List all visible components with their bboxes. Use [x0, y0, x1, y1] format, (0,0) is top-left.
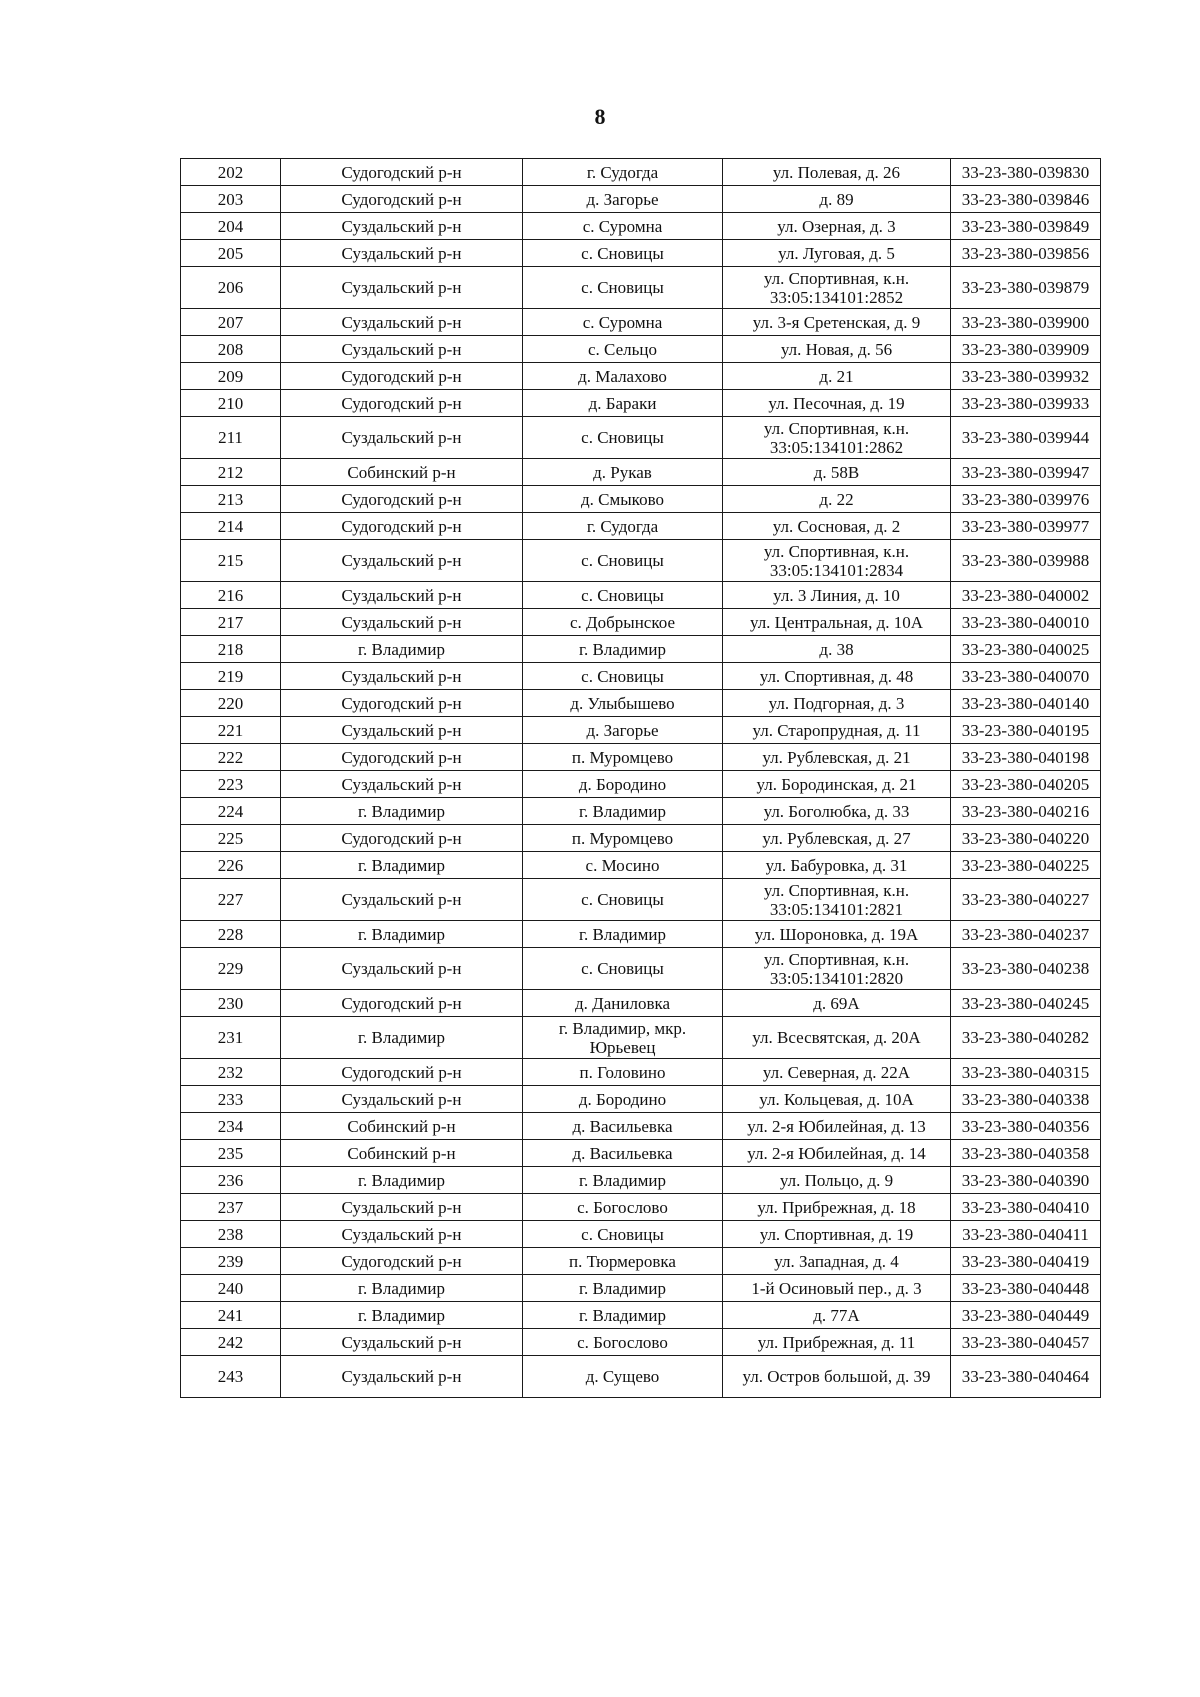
district-cell: г. Владимир [281, 798, 523, 825]
settlement-cell: п. Головино [523, 1059, 723, 1086]
settlement-cell: с. Сновицы [523, 240, 723, 267]
cadastral-id-cell: 33-23-380-039879 [951, 267, 1101, 309]
table-row [181, 744, 1101, 771]
settlement-cell: г. Владимир, мкр. Юрьевец [523, 1017, 723, 1059]
district-cell: Суздальский р-н [281, 1221, 523, 1248]
address-cell: ул. Спортивная, к.н. 33:05:134101:2821 [723, 879, 951, 921]
settlement-cell: с. Богослово [523, 1329, 723, 1356]
table-row [181, 852, 1101, 879]
address-cell: д. 38 [723, 636, 951, 663]
row-number-cell: 204 [181, 213, 281, 240]
settlement-cell: д. Загорье [523, 717, 723, 744]
address-cell: ул. Спортивная, к.н. 33:05:134101:2820 [723, 948, 951, 990]
table-row [181, 513, 1101, 540]
row-number-cell: 203 [181, 186, 281, 213]
row-number-cell: 234 [181, 1113, 281, 1140]
row-number-cell: 215 [181, 540, 281, 582]
address-cell: ул. Подгорная, д. 3 [723, 690, 951, 717]
address-cell: ул. Луговая, д. 5 [723, 240, 951, 267]
cadastral-id-cell: 33-23-380-039846 [951, 186, 1101, 213]
row-number-cell: 231 [181, 1017, 281, 1059]
address-cell: ул. Озерная, д. 3 [723, 213, 951, 240]
settlement-cell: с. Сновицы [523, 540, 723, 582]
table-row [181, 390, 1101, 417]
settlement-cell: г. Владимир [523, 1275, 723, 1302]
cadastral-id-cell: 33-23-380-040449 [951, 1302, 1101, 1329]
cadastral-id-cell: 33-23-380-039988 [951, 540, 1101, 582]
district-cell: Судогодский р-н [281, 363, 523, 390]
table-row [181, 609, 1101, 636]
row-number-cell: 214 [181, 513, 281, 540]
cadastral-id-cell: 33-23-380-039849 [951, 213, 1101, 240]
district-cell: Судогодский р-н [281, 825, 523, 852]
settlement-cell: г. Владимир [523, 921, 723, 948]
district-cell: г. Владимир [281, 1167, 523, 1194]
address-cell: ул. Спортивная, к.н. 33:05:134101:2852 [723, 267, 951, 309]
cadastral-id-cell: 33-23-380-040410 [951, 1194, 1101, 1221]
district-cell: Суздальский р-н [281, 417, 523, 459]
address-cell: ул. Бабуровка, д. 31 [723, 852, 951, 879]
district-cell: Суздальский р-н [281, 336, 523, 363]
table-row [181, 1140, 1101, 1167]
district-cell: Суздальский р-н [281, 540, 523, 582]
cadastral-id-cell: 33-23-380-040225 [951, 852, 1101, 879]
cadastral-id-cell: 33-23-380-040195 [951, 717, 1101, 744]
cadastral-id-cell: 33-23-380-040358 [951, 1140, 1101, 1167]
district-cell: Собинский р-н [281, 1113, 523, 1140]
table-row [181, 159, 1101, 186]
address-cell: ул. Северная, д. 22А [723, 1059, 951, 1086]
table-body [181, 159, 1101, 1398]
address-cell: ул. Остров большой, д. 39 [723, 1356, 951, 1398]
district-cell: Суздальский р-н [281, 609, 523, 636]
table-row [181, 1221, 1101, 1248]
settlement-cell: п. Муромцево [523, 744, 723, 771]
table-row [181, 1086, 1101, 1113]
cadastral-id-cell: 33-23-380-039976 [951, 486, 1101, 513]
settlement-cell: д. Васильевка [523, 1140, 723, 1167]
district-cell: Суздальский р-н [281, 267, 523, 309]
row-number-cell: 213 [181, 486, 281, 513]
cadastral-id-cell: 33-23-380-039944 [951, 417, 1101, 459]
address-cell: 1-й Осиновый пер., д. 3 [723, 1275, 951, 1302]
row-number-cell: 224 [181, 798, 281, 825]
row-number-cell: 225 [181, 825, 281, 852]
address-cell: ул. Рублевская, д. 21 [723, 744, 951, 771]
settlement-cell: д. Малахово [523, 363, 723, 390]
table-row [181, 582, 1101, 609]
district-cell: Собинский р-н [281, 1140, 523, 1167]
district-cell: Суздальский р-н [281, 213, 523, 240]
address-cell: ул. 3 Линия, д. 10 [723, 582, 951, 609]
table-row [181, 1329, 1101, 1356]
row-number-cell: 228 [181, 921, 281, 948]
cadastral-id-cell: 33-23-380-039947 [951, 459, 1101, 486]
settlement-cell: с. Сновицы [523, 267, 723, 309]
table-row [181, 486, 1101, 513]
row-number-cell: 218 [181, 636, 281, 663]
settlement-cell: с. Мосино [523, 852, 723, 879]
table-row [181, 663, 1101, 690]
table-row [181, 1113, 1101, 1140]
row-number-cell: 241 [181, 1302, 281, 1329]
cadastral-id-cell: 33-23-380-040227 [951, 879, 1101, 921]
settlement-cell: п. Муромцево [523, 825, 723, 852]
address-table [180, 158, 1101, 1398]
settlement-cell: с. Добрынское [523, 609, 723, 636]
table-row [181, 309, 1101, 336]
address-cell: ул. 2-я Юбилейная, д. 14 [723, 1140, 951, 1167]
settlement-cell: с. Сновицы [523, 879, 723, 921]
row-number-cell: 229 [181, 948, 281, 990]
page-number: 8 [594, 104, 606, 129]
district-cell: г. Владимир [281, 636, 523, 663]
settlement-cell: д. Загорье [523, 186, 723, 213]
district-cell: Суздальский р-н [281, 948, 523, 990]
address-cell: д. 58В [723, 459, 951, 486]
cadastral-id-cell: 33-23-380-040457 [951, 1329, 1101, 1356]
cadastral-id-cell: 33-23-380-040025 [951, 636, 1101, 663]
table-row [181, 1194, 1101, 1221]
address-cell: ул. Польцо, д. 9 [723, 1167, 951, 1194]
row-number-cell: 222 [181, 744, 281, 771]
cadastral-id-cell: 33-23-380-040237 [951, 921, 1101, 948]
district-cell: Суздальский р-н [281, 771, 523, 798]
district-cell: Судогодский р-н [281, 744, 523, 771]
district-cell: Судогодский р-н [281, 390, 523, 417]
cadastral-id-cell: 33-23-380-040464 [951, 1356, 1101, 1398]
settlement-cell: с. Сновицы [523, 948, 723, 990]
table-row [181, 459, 1101, 486]
row-number-cell: 216 [181, 582, 281, 609]
cadastral-id-cell: 33-23-380-039933 [951, 390, 1101, 417]
district-cell: Суздальский р-н [281, 1194, 523, 1221]
cadastral-id-cell: 33-23-380-040315 [951, 1059, 1101, 1086]
row-number-cell: 233 [181, 1086, 281, 1113]
cadastral-id-cell: 33-23-380-040411 [951, 1221, 1101, 1248]
table-row [181, 990, 1101, 1017]
row-number-cell: 219 [181, 663, 281, 690]
settlement-cell: с. Сновицы [523, 417, 723, 459]
district-cell: Суздальский р-н [281, 582, 523, 609]
table-row [181, 636, 1101, 663]
address-cell: ул. Спортивная, к.н. 33:05:134101:2862 [723, 417, 951, 459]
settlement-cell: с. Сновицы [523, 663, 723, 690]
row-number-cell: 209 [181, 363, 281, 390]
table-row [181, 921, 1101, 948]
address-cell: ул. Спортивная, к.н. 33:05:134101:2834 [723, 540, 951, 582]
settlement-cell: с. Сновицы [523, 1221, 723, 1248]
settlement-cell: г. Судогда [523, 513, 723, 540]
address-cell: д. 69А [723, 990, 951, 1017]
table-row [181, 417, 1101, 459]
row-number-cell: 223 [181, 771, 281, 798]
address-cell: ул. 3-я Сретенская, д. 9 [723, 309, 951, 336]
address-cell: ул. Шороновка, д. 19А [723, 921, 951, 948]
settlement-cell: д. Бородино [523, 1086, 723, 1113]
district-cell: г. Владимир [281, 1275, 523, 1302]
settlement-cell: г. Владимир [523, 1302, 723, 1329]
address-cell: ул. Спортивная, д. 48 [723, 663, 951, 690]
row-number-cell: 239 [181, 1248, 281, 1275]
address-cell: ул. Новая, д. 56 [723, 336, 951, 363]
table-row [181, 213, 1101, 240]
settlement-cell: п. Тюрмеровка [523, 1248, 723, 1275]
row-number-cell: 230 [181, 990, 281, 1017]
district-cell: Суздальский р-н [281, 240, 523, 267]
address-cell: ул. Прибрежная, д. 11 [723, 1329, 951, 1356]
table-row [181, 690, 1101, 717]
cadastral-id-cell: 33-23-380-040238 [951, 948, 1101, 990]
row-number-cell: 206 [181, 267, 281, 309]
address-cell: д. 21 [723, 363, 951, 390]
table-row [181, 336, 1101, 363]
table-row [181, 1017, 1101, 1059]
row-number-cell: 227 [181, 879, 281, 921]
table-row [181, 186, 1101, 213]
district-cell: Судогодский р-н [281, 1059, 523, 1086]
district-cell: Судогодский р-н [281, 159, 523, 186]
district-cell: Судогодский р-н [281, 690, 523, 717]
row-number-cell: 217 [181, 609, 281, 636]
address-cell: д. 22 [723, 486, 951, 513]
cadastral-id-cell: 33-23-380-040390 [951, 1167, 1101, 1194]
district-cell: г. Владимир [281, 1302, 523, 1329]
district-cell: Судогодский р-н [281, 513, 523, 540]
district-cell: Судогодский р-н [281, 990, 523, 1017]
table-row [181, 1275, 1101, 1302]
cadastral-id-cell: 33-23-380-039830 [951, 159, 1101, 186]
table-row [181, 363, 1101, 390]
row-number-cell: 210 [181, 390, 281, 417]
settlement-cell: д. Сущево [523, 1356, 723, 1398]
settlement-cell: с. Сельцо [523, 336, 723, 363]
row-number-cell: 240 [181, 1275, 281, 1302]
row-number-cell: 221 [181, 717, 281, 744]
row-number-cell: 211 [181, 417, 281, 459]
table-row [181, 1059, 1101, 1086]
district-cell: Судогодский р-н [281, 486, 523, 513]
address-cell: ул. Рублевская, д. 27 [723, 825, 951, 852]
table-row [181, 1167, 1101, 1194]
table-row [181, 825, 1101, 852]
row-number-cell: 202 [181, 159, 281, 186]
row-number-cell: 232 [181, 1059, 281, 1086]
cadastral-id-cell: 33-23-380-039977 [951, 513, 1101, 540]
district-cell: Собинский р-н [281, 459, 523, 486]
cadastral-id-cell: 33-23-380-040205 [951, 771, 1101, 798]
cadastral-id-cell: 33-23-380-040010 [951, 609, 1101, 636]
cadastral-id-cell: 33-23-380-040338 [951, 1086, 1101, 1113]
district-cell: г. Владимир [281, 852, 523, 879]
district-cell: Суздальский р-н [281, 1086, 523, 1113]
table-row [181, 240, 1101, 267]
table-row [181, 267, 1101, 309]
table-row [181, 771, 1101, 798]
district-cell: Суздальский р-н [281, 879, 523, 921]
cadastral-id-cell: 33-23-380-040448 [951, 1275, 1101, 1302]
row-number-cell: 207 [181, 309, 281, 336]
row-number-cell: 226 [181, 852, 281, 879]
settlement-cell: д. Бородино [523, 771, 723, 798]
table-row [181, 879, 1101, 921]
settlement-cell: д. Улыбышево [523, 690, 723, 717]
cadastral-id-cell: 33-23-380-040140 [951, 690, 1101, 717]
row-number-cell: 243 [181, 1356, 281, 1398]
settlement-cell: г. Судогда [523, 159, 723, 186]
settlement-cell: д. Даниловка [523, 990, 723, 1017]
district-cell: г. Владимир [281, 921, 523, 948]
address-cell: ул. Прибрежная, д. 18 [723, 1194, 951, 1221]
district-cell: Судогодский р-н [281, 1248, 523, 1275]
address-cell: ул. Песочная, д. 19 [723, 390, 951, 417]
district-cell: Судогодский р-н [281, 186, 523, 213]
table-row [181, 798, 1101, 825]
address-cell: ул. Боголюбка, д. 33 [723, 798, 951, 825]
table-row [181, 1302, 1101, 1329]
table-row [181, 540, 1101, 582]
address-cell: ул. Всесвятская, д. 20А [723, 1017, 951, 1059]
settlement-cell: с. Суромна [523, 309, 723, 336]
row-number-cell: 205 [181, 240, 281, 267]
district-cell: Суздальский р-н [281, 309, 523, 336]
address-cell: ул. Бородинская, д. 21 [723, 771, 951, 798]
table-row [181, 1248, 1101, 1275]
row-number-cell: 242 [181, 1329, 281, 1356]
row-number-cell: 237 [181, 1194, 281, 1221]
district-cell: Суздальский р-н [281, 717, 523, 744]
settlement-cell: с. Сновицы [523, 582, 723, 609]
address-cell: ул. Западная, д. 4 [723, 1248, 951, 1275]
row-number-cell: 238 [181, 1221, 281, 1248]
settlement-cell: д. Смыково [523, 486, 723, 513]
settlement-cell: г. Владимир [523, 1167, 723, 1194]
address-cell: д. 89 [723, 186, 951, 213]
settlement-cell: г. Владимир [523, 798, 723, 825]
row-number-cell: 235 [181, 1140, 281, 1167]
cadastral-id-cell: 33-23-380-040220 [951, 825, 1101, 852]
cadastral-id-cell: 33-23-380-040419 [951, 1248, 1101, 1275]
cadastral-id-cell: 33-23-380-039909 [951, 336, 1101, 363]
row-number-cell: 212 [181, 459, 281, 486]
district-cell: Суздальский р-н [281, 663, 523, 690]
settlement-cell: д. Васильевка [523, 1113, 723, 1140]
address-cell: ул. Сосновая, д. 2 [723, 513, 951, 540]
settlement-cell: с. Богослово [523, 1194, 723, 1221]
address-cell: ул. Старопрудная, д. 11 [723, 717, 951, 744]
address-cell: ул. 2-я Юбилейная, д. 13 [723, 1113, 951, 1140]
settlement-cell: д. Рукав [523, 459, 723, 486]
cadastral-id-cell: 33-23-380-040356 [951, 1113, 1101, 1140]
row-number-cell: 236 [181, 1167, 281, 1194]
settlement-cell: г. Владимир [523, 636, 723, 663]
cadastral-id-cell: 33-23-380-040216 [951, 798, 1101, 825]
cadastral-id-cell: 33-23-380-040070 [951, 663, 1101, 690]
district-cell: Суздальский р-н [281, 1356, 523, 1398]
cadastral-id-cell: 33-23-380-040245 [951, 990, 1101, 1017]
address-cell: д. 77А [723, 1302, 951, 1329]
cadastral-id-cell: 33-23-380-039932 [951, 363, 1101, 390]
district-cell: г. Владимир [281, 1017, 523, 1059]
address-cell: ул. Спортивная, д. 19 [723, 1221, 951, 1248]
row-number-cell: 220 [181, 690, 281, 717]
cadastral-id-cell: 33-23-380-039856 [951, 240, 1101, 267]
table-row [181, 1356, 1101, 1398]
row-number-cell: 208 [181, 336, 281, 363]
address-cell: ул. Кольцевая, д. 10А [723, 1086, 951, 1113]
cadastral-id-cell: 33-23-380-040002 [951, 582, 1101, 609]
settlement-cell: с. Суромна [523, 213, 723, 240]
address-cell: ул. Полевая, д. 26 [723, 159, 951, 186]
cadastral-id-cell: 33-23-380-039900 [951, 309, 1101, 336]
address-cell: ул. Центральная, д. 10А [723, 609, 951, 636]
table-row [181, 717, 1101, 744]
table-row [181, 948, 1101, 990]
settlement-cell: д. Бараки [523, 390, 723, 417]
district-cell: Суздальский р-н [281, 1329, 523, 1356]
cadastral-id-cell: 33-23-380-040198 [951, 744, 1101, 771]
cadastral-id-cell: 33-23-380-040282 [951, 1017, 1101, 1059]
